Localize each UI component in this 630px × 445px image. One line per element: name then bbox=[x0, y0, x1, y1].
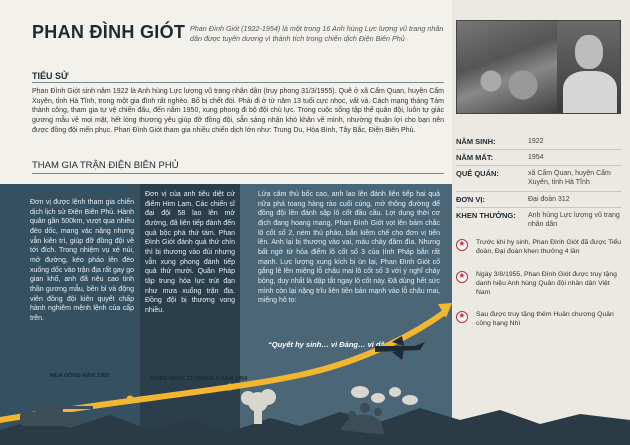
info-value-award: Anh hùng Lực lượng vũ trang nhân dân bbox=[528, 212, 620, 229]
battle-col-1: Đơn vị được lệnh tham gia chiến dịch lịch sử Điện Biên Phủ. Hành quân gần 500km, vượt qua nhiều đèo dốc, mang vác nặng nhưng vẫn kiên trì, giúp đỡ đồng đội về tới đích. Trong nhiệm vụ xẻ núi, mở đường, kéo pháo lên đèo xuống dốc vào trận địa rất gay go gian khổ, anh đã nêu cao tinh thần gương mẫu, bền bỉ và động viên đồng đội kiên quyết chấp hành nghiêm mệnh lệnh của cấp trên. bbox=[30, 199, 134, 322]
info-divider bbox=[456, 207, 621, 208]
info-divider bbox=[456, 191, 621, 192]
info-value-unit: Đại đoàn 312 bbox=[528, 196, 570, 203]
rubble-rocks bbox=[351, 386, 418, 405]
award-event-text: Trước khi hy sinh, Phan Đình Giót đã được Tiểu đoàn, Đại đoàn khen thưởng 4 lần bbox=[476, 239, 622, 256]
portrait-head bbox=[575, 35, 603, 69]
portrait-shoulders bbox=[563, 71, 617, 114]
award-event-text: Sau được truy tặng thêm Huân chương Quân công hạng Nhì bbox=[476, 311, 614, 328]
info-key-hometown: QUÊ QUÁN: bbox=[456, 169, 499, 178]
last-words-quote: “Quyết hy sinh… vì Đảng… vì dân” bbox=[268, 340, 394, 349]
battle-illustration bbox=[0, 280, 630, 445]
bio-text: Phan Đình Giót sinh năm 1922 là Anh hùng Lực lượng vũ trang nhân dân (truy phong 31/3/1955). Quê ở xã Cẩm Quan, huyện Cẩm Xuyên, tỉnh Hà Tĩnh, trong một gia đình rất nghèo. Bố bị chết đói. Phải đi ở từ năm 13 tuổi cực nhọc, vất vả. Cách mạng tháng Tám thành công, tham gia tự vệ chiến đấu, đến năm 1950, xung phong đi bộ đội chủ lực. Trong cuộc sống tập thể quân đội, luôn tự giác gương mẫu về mọi mặt, hết lòng thương yêu giúp đỡ đồng đội, sẵn sàng nhận khó khăn về mình, nhường thuận lợi cho bạn nên được đồng đội mến phục. Phan Đình Giót tham gia nhiều chiến dịch lớn như: Trung Du, Hòa Bình, Tây Bắc, Điện Biên Phủ. bbox=[32, 88, 444, 134]
tank-icon bbox=[20, 403, 93, 426]
star-icon bbox=[456, 239, 468, 251]
star-icon bbox=[456, 311, 468, 323]
intro-text: Phan Đình Giót (1922-1954) là một trong 16 Anh hùng Lực lượng vũ trang nhân dân được tuyên dương vì thành tích trong chiến dịch Điện Biên Phủ bbox=[190, 24, 444, 43]
battle-col-3: Lửa căm thù bốc cao, anh lao lên đánh liên tiếp hai quả nữa phá toang hàng rào cuối cùng, mở thông đường để đồng đội lên đánh sập lô cốt đầu cầu. Lợi dụng thời cơ địch đang hoang mang, Phan Đình Giót vọt lên bám chắc lô cốt số 2, ném thủ pháo, bắn kiềm chế cho đơn vị tiến lên. Anh lại bị thương vào vai, máu chảy đầm đìa. Nhưng bất ngờ từ hỏa điểm lô cốt số 3 của Ịính Pháp bắn rất mạnh. Lực lượng xung kích bị ùn lại, Phan Đình Giót cố gắng lê lên miệng lỗ châu mai lô cốt số 3 với ý nghĩ cháy bỏng, duy nhất là dập tắt ngay lô cốt này. Đã dùng hết sức mình còn lại nặng trĩu liên tiền bản mạnh vào lỗ châu mai, miệng hô to: bbox=[258, 191, 440, 305]
bio-heading-rule bbox=[32, 82, 444, 83]
battle-heading-rule bbox=[32, 173, 444, 174]
portrait-photo bbox=[456, 20, 621, 114]
ground-silhouette bbox=[0, 408, 630, 445]
info-value-birth: 1922 bbox=[528, 138, 544, 145]
plane-icon bbox=[375, 336, 425, 360]
info-key-unit: ĐƠN VỊ: bbox=[456, 195, 485, 204]
timeline-dot-2 bbox=[227, 384, 234, 391]
info-divider bbox=[456, 165, 621, 166]
timeline-label-2: CHIỀU NGÀY 13 THÁNG 3 NĂM 1954 bbox=[150, 376, 248, 382]
info-key-birth: NĂM SINH: bbox=[456, 137, 496, 146]
battle-col-2: Đơn vị của anh tiêu diệt cứ điểm Him Lam. Các chiến sĩ đại đội 58 lao lên mở đường, đã liên tiếp đánh đến quả bộc phá thứ tám. Phan Đình Giót đánh quả thứ chín thì bị thương vào đùi nhưng vẫn xung phong đánh tiếp quả thứ mười. Quân Pháp tập trung hỏa lực trút đạn như mưa xuống trận địa. Đồng đội bị thương vong nhiều. bbox=[145, 191, 235, 314]
info-value-death: 1954 bbox=[528, 154, 544, 161]
timeline-label-1: MÙA ĐÔNG NĂM 1953 bbox=[50, 373, 110, 379]
advance-arrow-path bbox=[0, 312, 445, 420]
rubble-shape bbox=[467, 61, 547, 101]
info-divider bbox=[456, 149, 621, 150]
bio-heading: TIỂU SỬ bbox=[32, 71, 69, 81]
award-event-text: Ngày 3/8/1955, Phan Đình Giót được truy tặng danh hiệu Anh hùng Quân đội nhân dân Việt Nam bbox=[476, 271, 617, 297]
battle-heading: THAM GIA TRẬN ĐIỆN BIÊN PHỦ bbox=[32, 160, 179, 171]
info-key-death: NĂM MẤT: bbox=[456, 153, 494, 162]
info-key-award: KHEN THƯỞNG: bbox=[456, 211, 516, 220]
info-value-hometown: xã Cẩm Quan, huyện Cẩm Xuyên, tỉnh Hà Tĩnh bbox=[528, 170, 611, 187]
timeline-dot-1 bbox=[127, 396, 134, 403]
star-icon bbox=[456, 271, 468, 283]
page-title: PHAN ĐÌNH GIÓT bbox=[32, 22, 186, 42]
